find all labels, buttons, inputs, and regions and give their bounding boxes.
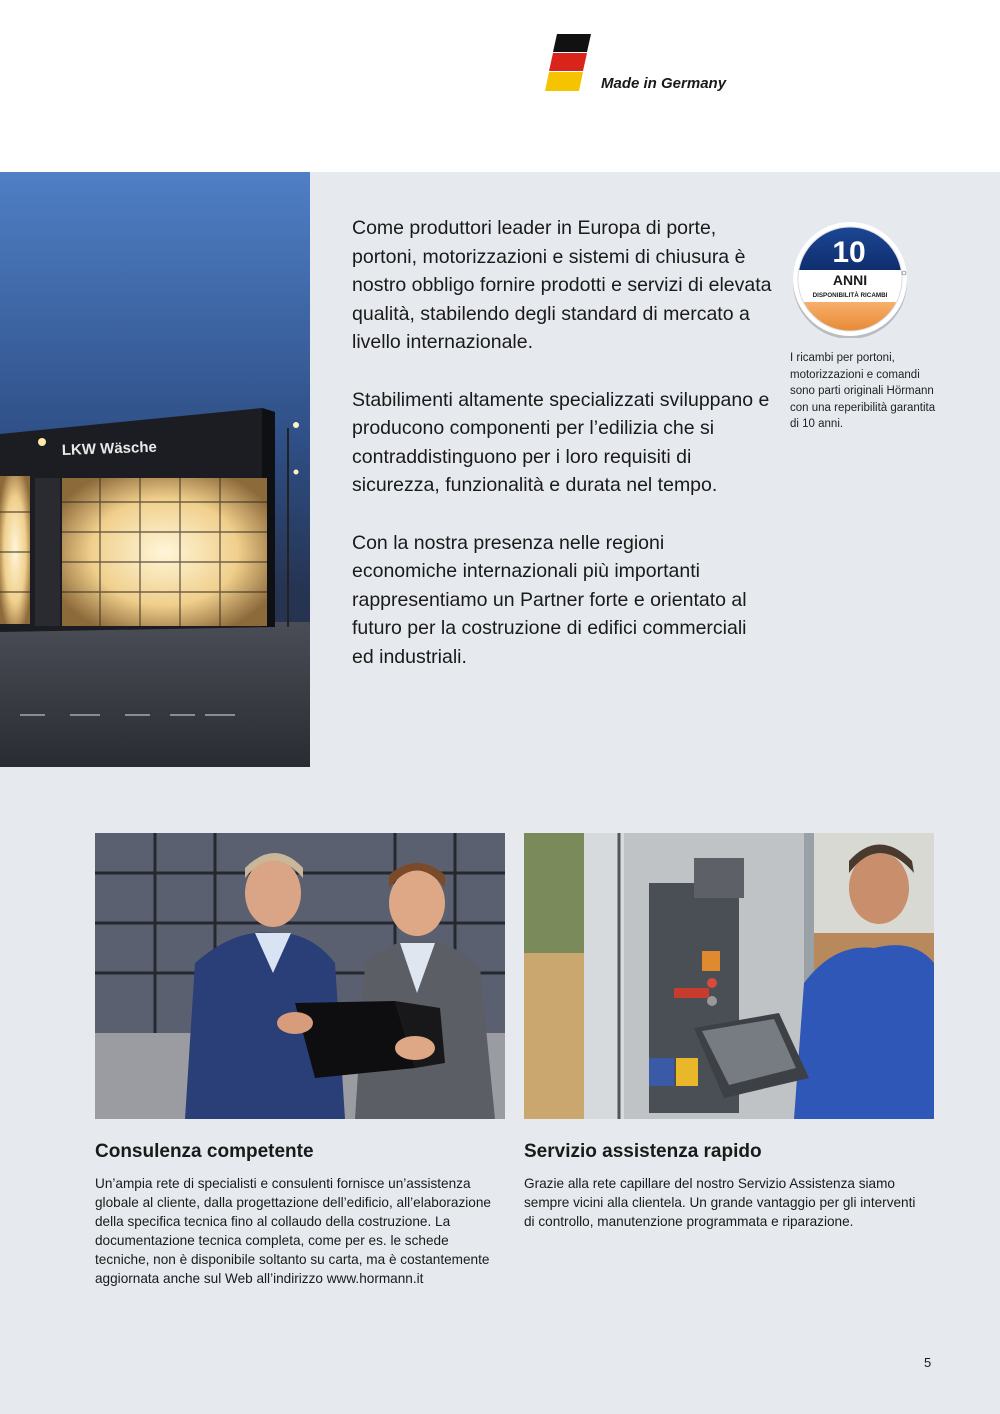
intro-paragraph: Stabilimenti altamente specializzati sviluppano e producono componenti per l’edilizia che si contraddistinguono per i loro requisiti di sicurezza, funzionalità e durata nel tempo. <box>352 388 770 497</box>
section-title-service: Servizio assistenza rapido <box>524 1141 762 1162</box>
consulting-photo <box>95 833 505 1119</box>
service-photo <box>524 833 934 1119</box>
intro-text <box>352 214 772 700</box>
ten-years-badge-icon <box>791 220 909 338</box>
intro-paragraph: Con la nostra presenza nelle regioni economiche internazionali più importanti rappresentiamo un Partner forte e orientato al futuro per la costruzione di edifici commerciali ed industriali. <box>352 531 747 668</box>
building-sign-text: LKW Wäsche <box>61 438 158 459</box>
made-in-germany-label: Made in Germany <box>601 75 727 92</box>
badge-number: 10 <box>832 236 866 269</box>
intro-paragraph: Come produttori leader in Europa di porte, portoni, motorizzazioni e sistemi di chiusura è nostro obbligo fornire prodotti e servizi di elevata qualità, stabilendo degli standard di mercato a livello internazionale. <box>352 217 772 354</box>
badge-caption: I ricambi per portoni, motorizzazioni e comandi sono parti originali Hörmann con una reperibilità garantita di 10 anni. <box>790 352 936 431</box>
badge-subtitle: DISPONIBILITÀ RICAMBI <box>812 292 888 299</box>
badge-title: ANNI <box>832 272 868 288</box>
page-number: 5 <box>924 1355 932 1370</box>
section-title-consulting: Consulenza competente <box>95 1141 314 1162</box>
section-text-service: Grazie alla rete capillare del nostro Servizio Assistenza siamo sempre vicini alla clientela. Un grande vantaggio per gli interventi di controllo, manutenzione programmata e riparazione. <box>524 1176 916 1229</box>
section-text-consulting: Un’ampia rete di specialisti e consulenti fornisce un’assistenza globale al cliente, dalla progettazione dell’edificio, all’elaborazione della specifica tecnica fino al collaudo della costruzione. La documentazione tecnica completa, come per es. le schede tecniche, non è disponibile soltanto su carta, ma è costantemente aggiornata anche sul Web all’indirizzo www.hormann.it <box>95 1176 491 1286</box>
hero-photo <box>0 172 310 767</box>
german-flag-icon <box>545 34 591 91</box>
